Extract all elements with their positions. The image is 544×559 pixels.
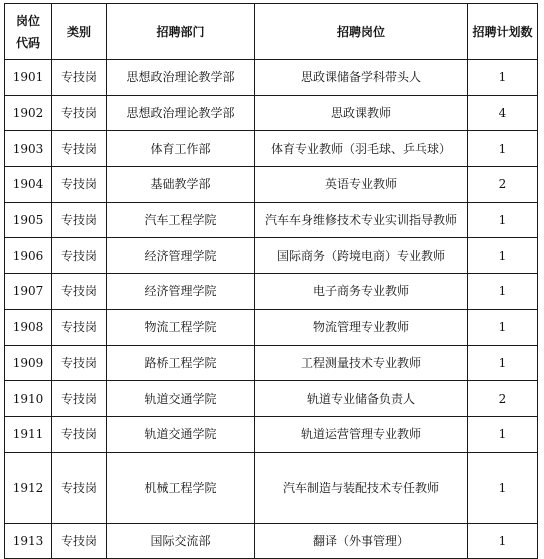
table-row [5, 274, 538, 310]
table-row [5, 309, 538, 345]
cell-category: 专技岗 [52, 60, 107, 96]
cell-department: 思想政治理论教学部 [107, 95, 255, 131]
cell-plan: 1 [468, 309, 538, 345]
cell-position: 国际商务（跨境电商）专业教师 [255, 238, 468, 274]
cell-plan: 1 [468, 202, 538, 238]
cell-position: 汽车制造与装配技术专任教师 [255, 452, 468, 523]
cell-department: 机械工程学院 [107, 452, 255, 523]
cell-plan: 2 [468, 381, 538, 417]
table-row [5, 523, 538, 559]
cell-position: 物流管理专业教师 [255, 309, 468, 345]
cell-plan: 1 [468, 345, 538, 381]
cell-code: 1912 [5, 452, 52, 523]
cell-code: 1913 [5, 523, 52, 559]
cell-category: 专技岗 [52, 309, 107, 345]
header-code-line1: 岗位 [15, 13, 40, 28]
table-row [5, 381, 538, 417]
header-department: 招聘部门 [107, 4, 255, 60]
cell-plan: 1 [468, 60, 538, 96]
cell-plan: 1 [468, 131, 538, 167]
cell-plan: 1 [468, 416, 538, 452]
cell-plan: 1 [468, 274, 538, 310]
cell-code: 1904 [5, 167, 52, 203]
cell-plan: 2 [468, 167, 538, 203]
cell-category: 专技岗 [52, 523, 107, 559]
cell-department: 经济管理学院 [107, 274, 255, 310]
cell-position: 轨道运营管理专业教师 [255, 416, 468, 452]
cell-category: 专技岗 [52, 202, 107, 238]
cell-department: 思想政治理论教学部 [107, 60, 255, 96]
cell-plan: 1 [468, 238, 538, 274]
cell-code: 1906 [5, 238, 52, 274]
table-row [5, 202, 538, 238]
cell-code: 1907 [5, 274, 52, 310]
cell-department: 体育工作部 [107, 131, 255, 167]
cell-position: 汽车车身维修技术专业实训指导教师 [255, 202, 468, 238]
table-row [5, 167, 538, 203]
cell-department: 国际交流部 [107, 523, 255, 559]
cell-position: 思政课教师 [255, 95, 468, 131]
cell-code: 1909 [5, 345, 52, 381]
cell-code: 1911 [5, 416, 52, 452]
header-position: 招聘岗位 [255, 4, 468, 60]
header-code-line2: 代码 [15, 35, 40, 50]
cell-category: 专技岗 [52, 416, 107, 452]
cell-category: 专技岗 [52, 167, 107, 203]
header-position-code [5, 4, 52, 60]
cell-category: 专技岗 [52, 345, 107, 381]
recruitment-sheet [4, 3, 537, 559]
recruitment-table [4, 3, 538, 559]
table-row [5, 452, 538, 523]
cell-position: 思政课储备学科带头人 [255, 60, 468, 96]
table-row [5, 416, 538, 452]
table-row [5, 238, 538, 274]
cell-position: 工程测量技术专业教师 [255, 345, 468, 381]
cell-plan: 1 [468, 452, 538, 523]
cell-code: 1910 [5, 381, 52, 417]
cell-code: 1902 [5, 95, 52, 131]
header-category: 类别 [52, 4, 107, 60]
cell-category: 专技岗 [52, 131, 107, 167]
table-row [5, 345, 538, 381]
table-row [5, 131, 538, 167]
table-row [5, 60, 538, 96]
cell-category: 专技岗 [52, 381, 107, 417]
cell-position: 轨道专业储备负责人 [255, 381, 468, 417]
cell-code: 1903 [5, 131, 52, 167]
cell-department: 经济管理学院 [107, 238, 255, 274]
cell-code: 1908 [5, 309, 52, 345]
cell-category: 专技岗 [52, 274, 107, 310]
cell-department: 基础教学部 [107, 167, 255, 203]
cell-category: 专技岗 [52, 95, 107, 131]
cell-department: 汽车工程学院 [107, 202, 255, 238]
cell-department: 轨道交通学院 [107, 416, 255, 452]
cell-plan: 1 [468, 523, 538, 559]
header-row [5, 4, 538, 60]
cell-category: 专技岗 [52, 452, 107, 523]
cell-category: 专技岗 [52, 238, 107, 274]
cell-department: 物流工程学院 [107, 309, 255, 345]
cell-department: 轨道交通学院 [107, 381, 255, 417]
cell-plan: 4 [468, 95, 538, 131]
cell-code: 1901 [5, 60, 52, 96]
cell-department: 路桥工程学院 [107, 345, 255, 381]
cell-position: 翻译（外事管理） [255, 523, 468, 559]
cell-position: 电子商务专业教师 [255, 274, 468, 310]
cell-position: 英语专业教师 [255, 167, 468, 203]
table-row [5, 95, 538, 131]
header-plan-count: 招聘计划数 [468, 4, 538, 60]
cell-code: 1905 [5, 202, 52, 238]
cell-position: 体育专业教师（羽毛球、乒乓球） [255, 131, 468, 167]
